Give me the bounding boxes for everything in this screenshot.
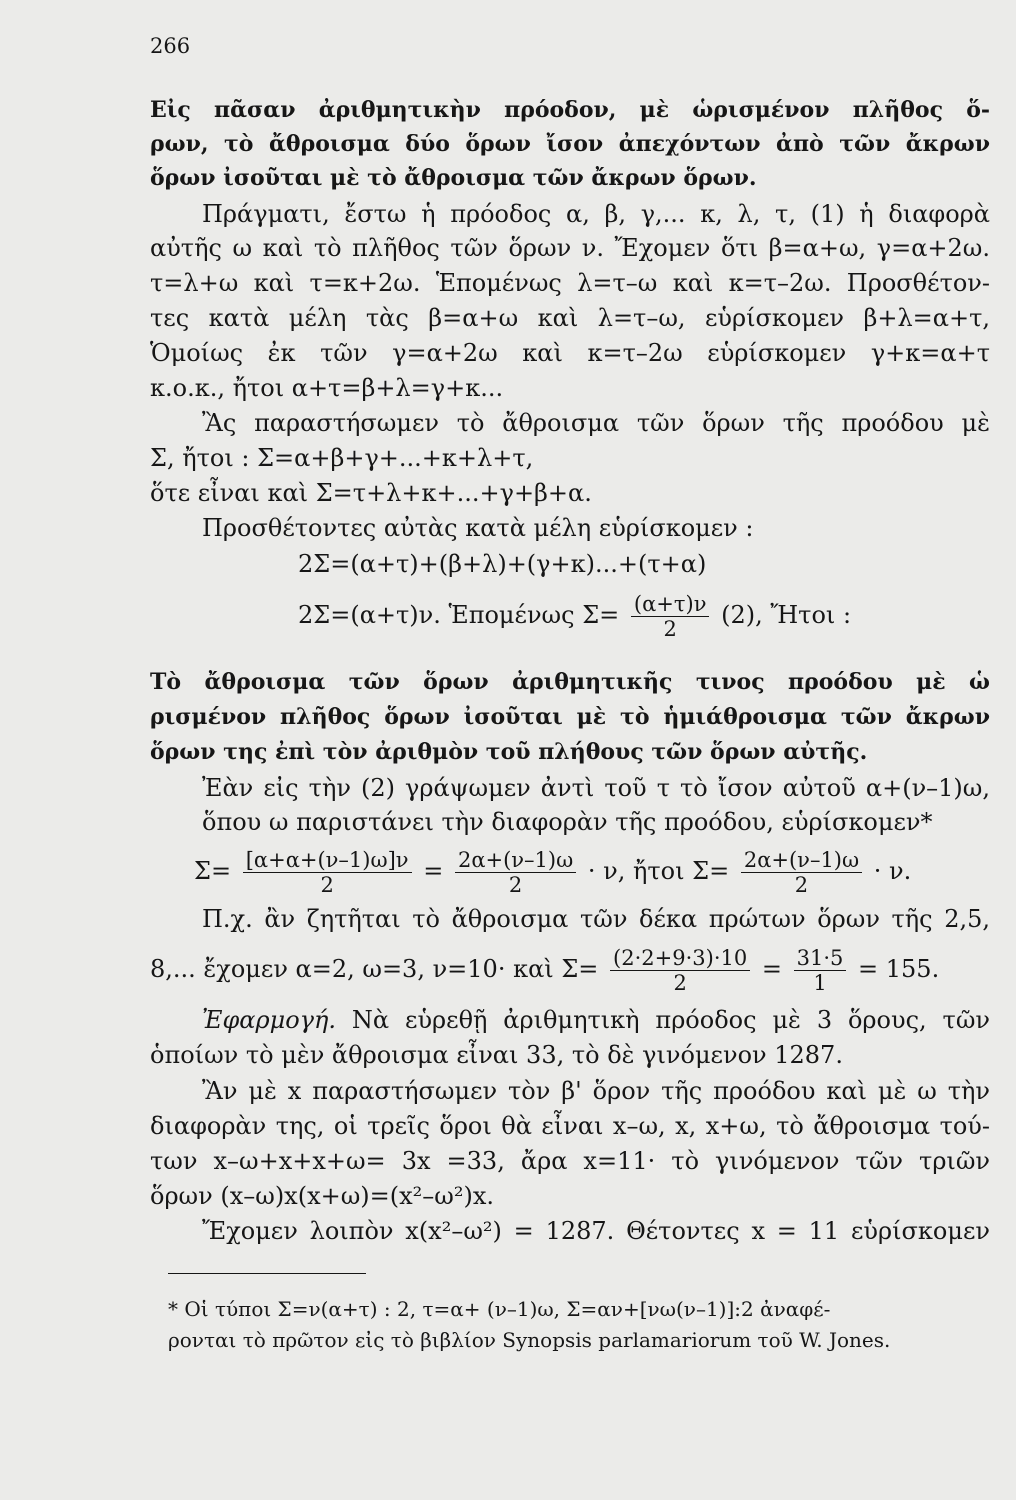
eq2-denominator: 2 <box>663 617 677 641</box>
eq4-suffix: = 155. <box>858 955 940 983</box>
theorem-line-3: ὅρων ἰσοῦται μὲ τὸ ἄθροισμα τῶν ἄκρων ὅρων. <box>150 165 757 191</box>
eq4-f2-numerator: 31·5 <box>794 946 847 971</box>
eq4-prefix: 8,... ἔχομεν α=2, ω=3, ν=10· καὶ Σ= <box>150 955 599 983</box>
eq3-fraction-1 <box>243 848 412 897</box>
theorem-line-2: ρων, τὸ ἄθροισμα δύο ὅρων ἴσον ἀπεχόντων ἀπὸ τῶν ἄκρων <box>150 131 990 157</box>
eq3-lhs: Σ= <box>194 857 232 885</box>
eq3-middle: · ν, ἤτοι Σ= <box>587 857 730 885</box>
proof-line-7: Ἂς παραστήσωμεν τὸ ἄθροισμα τῶν ὅρων τῆς προόδου μὲ <box>202 409 990 437</box>
proof-line-2: αὐτῆς ω καὶ τὸ πλῆθος τῶν ὅρων ν. Ἔχομεν ὅτι β=α+ω, γ=α+2ω. <box>150 234 990 262</box>
proof-line-10: Προσθέτοντες αὐτὰς κατὰ μέλη εὑρίσκομεν : <box>202 514 754 542</box>
eq3-equals: = <box>423 857 444 885</box>
eq2-prefix: 2Σ=(α+τ)ν. Ἑπομένως Σ= <box>298 601 620 629</box>
theorem2-line-3: ὅρων της ἐπὶ τὸν ἀριθμὸν τοῦ πλήθους τῶν ὅρων αὐτῆς. <box>150 739 868 765</box>
proof-line-3: τ=λ+ω καὶ τ=κ+2ω. Ἑπομένως λ=τ–ω καὶ κ=τ–2ω. Προσθέτον- <box>150 269 990 297</box>
example-line-1: Π.χ. ἂν ζητῆται τὸ ἄθροισμα τῶν δέκα πρώτων ὅρων τῆς 2,5, <box>202 905 990 933</box>
eq4-fraction-2 <box>794 946 847 995</box>
eq3-f2-numerator: 2α+(ν–1)ω <box>455 848 576 873</box>
eq4-f2-denominator: 1 <box>813 971 827 995</box>
footnote-separator <box>168 1273 366 1274</box>
eq3-fraction-3 <box>741 848 862 897</box>
theorem2-line-1: Τὸ ἄθροισμα τῶν ὅρων ἀριθμητικῆς τινος προόδου μὲ ὡ <box>150 669 990 695</box>
eq3-f1-denominator: 2 <box>320 873 334 897</box>
application-line-1 <box>150 1004 990 1036</box>
eq2-suffix: (2), Ἤτοι : <box>721 601 852 629</box>
eq3-f1-numerator: [α+α+(ν–1)ω]ν <box>243 848 412 873</box>
eq3-f3-numerator: 2α+(ν–1)ω <box>741 848 862 873</box>
eq3-f3-denominator: 2 <box>794 873 809 897</box>
footnote-line-2: ρονται τὸ πρῶτον εἰς τὸ βιβλίον Synopsis parlamariorum τοῦ W. Jones. <box>168 1328 891 1352</box>
application-label: Ἐφαρμογή. <box>202 1006 336 1034</box>
page-number: 266 <box>150 34 191 58</box>
eq4-fraction-1 <box>610 946 750 995</box>
solution-line-5: Ἔχομεν λοιπὸν x(x²–ω²) = 1287. Θέτοντες x = 11 εὑρίσκομεν <box>202 1217 990 1245</box>
equation-3 <box>194 848 954 897</box>
proof-line-5: Ὁμοίως ἐκ τῶν γ=α+2ω καὶ κ=τ–2ω εὑρίσκομεν γ+κ=α+τ <box>150 339 990 367</box>
footnote-line-1: * Οἱ τύποι Σ=ν(α+τ) : 2, τ=α+ (ν–1)ω, Σ=αν+[νω(ν–1)]:2 ἀναφέ- <box>168 1297 831 1321</box>
proof-line-9: ὅτε εἶναι καὶ Σ=τ+λ+κ+...+γ+β+α. <box>150 479 592 507</box>
proof-line-8: Σ, ἤτοι : Σ=α+β+γ+...+κ+λ+τ, <box>150 444 534 472</box>
application-text: Νὰ εὑρεθῇ ἀριθμητικὴ πρόοδος μὲ 3 ὅρους, τῶν <box>351 1006 990 1034</box>
eq4-equals: = <box>761 955 782 983</box>
proof-line-4: τες κατὰ μέλη τὰς β=α+ω καὶ λ=τ–ω, εὑρίσκομεν β+λ=α+τ, <box>150 304 990 332</box>
theorem2-line-2: ρισμένον πλῆθος ὅρων ἰσοῦται μὲ τὸ ἡμιάθροισμα τῶν ἄκρων <box>150 704 990 730</box>
proof-line-6: κ.ο.κ., ἤτοι α+τ=β+λ=γ+κ... <box>150 374 504 402</box>
eq4-f1-denominator: 2 <box>673 971 687 995</box>
theorem-line-1: Εἰς πᾶσαν ἀριθμητικὴν πρόοδον, μὲ ὡρισμένον πλῆθος ὅ- <box>150 97 990 123</box>
equation-sum-pairs: 2Σ=(α+τ)+(β+λ)+(γ+κ)...+(τ+α) <box>298 550 707 578</box>
equation-2 <box>298 592 988 641</box>
eq3-end: · ν. <box>873 857 912 885</box>
eq3-fraction-2 <box>455 848 576 897</box>
proof-line-1: Πράγματι, ἔστω ἡ πρόοδος α, β, γ,... κ, λ, τ, (1) ἡ διαφορὰ <box>202 200 990 228</box>
solution-line-1: Ἂν μὲ x παραστήσωμεν τὸν β' ὅρον τῆς προόδου καὶ μὲ ω τὴν <box>202 1077 990 1105</box>
eq2-numerator: (α+τ)ν <box>631 592 710 617</box>
equation-4 <box>150 946 990 995</box>
solution-line-2: διαφορὰν της, οἱ τρεῖς ὅροι θὰ εἶναι x–ω, x, x+ω, τὸ ἄθροισμα τού- <box>150 1112 990 1140</box>
solution-line-3: των x–ω+x+x+ω= 3x =33, ἄρα x=11· τὸ γινόμενον τῶν τριῶν <box>150 1147 990 1175</box>
application-line-2: ὁποίων τὸ μὲν ἄθροισμα εἶναι 33, τὸ δὲ γινόμενον 1287. <box>150 1041 843 1069</box>
substitution-line-1: Ἐὰν εἰς τὴν (2) γράψωμεν ἀντὶ τοῦ τ τὸ ἴσον αὐτοῦ α+(ν–1)ω, <box>202 774 990 802</box>
substitution-line-2: ὅπου ω παριστάνει τὴν διαφορὰν τῆς προόδου, εὑρίσκομεν* <box>202 808 933 836</box>
solution-line-4: ὅρων (x–ω)x(x+ω)=(x²–ω²)x. <box>150 1182 495 1210</box>
eq3-f2-denominator: 2 <box>508 873 523 897</box>
eq2-fraction <box>631 592 710 641</box>
eq4-f1-numerator: (2·2+9·3)·10 <box>610 946 750 971</box>
